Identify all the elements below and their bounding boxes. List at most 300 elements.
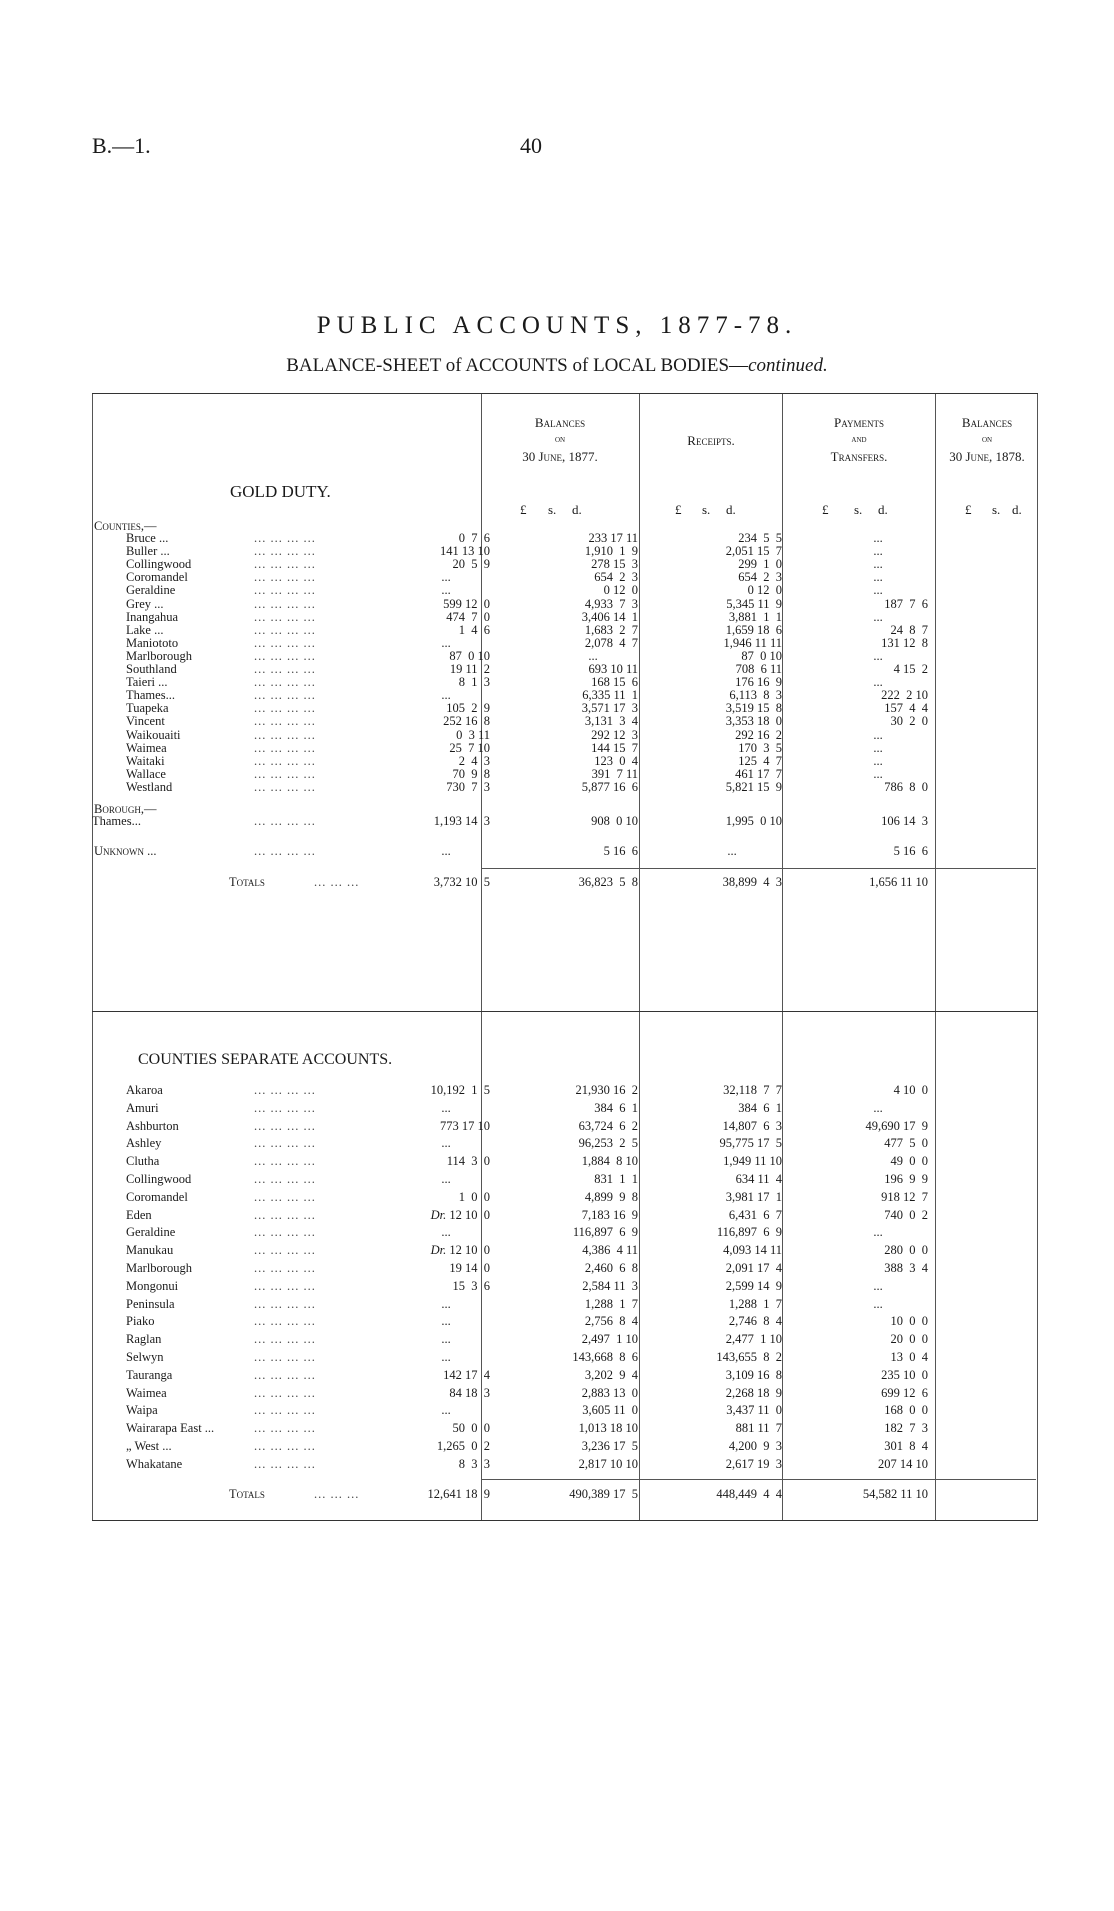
cell-c3: 2,477 1 10 — [725, 1332, 782, 1347]
cell-c1: ... — [441, 688, 451, 703]
cell-c3: 5,821 15 9 — [725, 779, 782, 794]
cell-c1: 2 4 3 — [458, 753, 490, 768]
cell-c2: 4,933 7 3 — [584, 596, 638, 611]
cell-c1: Dr. 12 10 0 — [430, 1207, 490, 1222]
cell-c4: 740 0 2 — [884, 1207, 928, 1222]
gold-duty-row — [92, 545, 1038, 558]
row-label: Southland — [126, 662, 177, 676]
row-label: Geraldine — [126, 583, 176, 598]
gold-duty-row — [92, 715, 1038, 728]
cell-c3: 461 17 7 — [735, 766, 782, 781]
cell-c3: 2,746 8 4 — [728, 1314, 782, 1329]
cell-c3: 2,091 17 4 — [725, 1261, 782, 1275]
leader-dots: ... ... ... ... — [254, 1189, 316, 1204]
gold-duty-row — [92, 584, 1038, 597]
cell-c3: 87 0 10 — [741, 648, 782, 663]
cell-c1: ... — [441, 1225, 451, 1240]
cell-c1: 25 7 10 — [449, 740, 490, 755]
cell-c2: 5,877 16 6 — [581, 779, 638, 794]
row-label: Coromandel — [126, 1189, 188, 1204]
page-number: 40 — [520, 133, 542, 158]
document-code: B.—1. — [92, 133, 151, 158]
cell-c3: 881 11 7 — [735, 1421, 782, 1436]
cell-c4: 222 2 10 — [881, 688, 928, 703]
cell-c3: 3,109 16 8 — [725, 1367, 782, 1382]
row-label: Vincent — [126, 714, 165, 729]
cell-c2: 3,406 14 1 — [581, 609, 638, 624]
separate-accounts-row — [92, 1280, 1038, 1293]
leader-dots: ... ... ... ... — [254, 1439, 316, 1453]
cell-c4: ... — [873, 727, 883, 742]
separate-accounts-row — [92, 1244, 1038, 1257]
row-label: Ashburton — [126, 1118, 179, 1133]
cell-c3: 3,353 18 0 — [725, 714, 782, 729]
leader-dots: ... ... ... ... — [254, 714, 316, 729]
separate-accounts-row — [92, 1333, 1038, 1346]
page-subtitle: BALANCE-SHEET of ACCOUNTS of LOCAL BODIES—continued. — [286, 355, 828, 376]
separate-accounts-row — [92, 1422, 1038, 1435]
cell-c4: 13 0 4 — [890, 1350, 928, 1364]
leader-dots: ... ... ... ... — [254, 753, 316, 768]
gold-duty-row — [92, 571, 1038, 584]
leader-dots: ... ... ... ... — [254, 740, 316, 755]
separate-accounts-row — [92, 1084, 1038, 1097]
cell-c3: 634 11 4 — [735, 1172, 782, 1186]
cell-c1: 19 11 2 — [449, 662, 490, 676]
cell-c2: 21,930 16 2 — [575, 1083, 638, 1097]
cell-c3: 116,897 6 9 — [716, 1225, 782, 1240]
cell-c1: 730 7 3 — [446, 779, 490, 794]
cell-c1: Dr. 12 10 0 — [430, 1243, 490, 1258]
cell-c4: 918 12 7 — [881, 1189, 928, 1204]
cell-c2: 3,605 11 0 — [582, 1403, 638, 1418]
cell-c2: 168 15 6 — [591, 675, 638, 690]
row-label: Wairarapa East ... — [126, 1421, 215, 1436]
row-label: Inangahua — [126, 609, 179, 624]
leader-dots: ... ... ... ... — [254, 1243, 316, 1258]
gold-duty-heading: GOLD DUTY. — [230, 482, 331, 501]
cell-c1: 1 0 0 — [458, 1189, 490, 1204]
borough-label: Borough,— — [94, 802, 157, 816]
row-label: Eden — [126, 1207, 152, 1222]
cell-c3: 1,288 1 7 — [728, 1296, 782, 1311]
leader-dots: ... ... ... ... — [254, 1154, 316, 1169]
cell-c1: ... — [441, 1296, 451, 1311]
row-label: Whakatane — [126, 1456, 183, 1471]
cell-c2: 1,910 1 9 — [584, 544, 638, 559]
cell-c1: 599 12 0 — [443, 596, 490, 611]
leader-dots: ... ... ... ... — [254, 1261, 316, 1275]
cell-c1: ... — [441, 635, 451, 650]
borough-row-thames: Thames... ... ... ... ... 1,193 14 3 908 0 10 1,995 0 10 106 14 3 — [92, 814, 928, 828]
cell-c2: 233 17 11 — [588, 531, 638, 545]
separate-totals-row: Totals ... ... ... 12,641 18 9 490,389 17 5 448,449 4 4 54,582 11 10 — [229, 1487, 928, 1501]
leader-dots: ... ... ... ... — [254, 1421, 316, 1436]
leader-dots: ... ... ... ... — [254, 622, 316, 637]
leader-dots: ... ... ... ... — [254, 1278, 316, 1293]
separate-accounts-row — [92, 1315, 1038, 1328]
cell-c4: 157 4 4 — [884, 701, 928, 716]
cell-c3: 1,949 11 10 — [723, 1154, 782, 1169]
cell-c3: 708 6 11 — [735, 662, 782, 676]
row-label: Collingwood — [126, 1172, 192, 1186]
gold-duty-row — [92, 781, 1038, 794]
leader-dots: ... ... ... ... — [254, 1136, 316, 1151]
row-label: Buller ... — [126, 544, 170, 559]
cell-c4: ... — [873, 766, 883, 781]
cell-c2: 3,236 17 5 — [581, 1439, 638, 1453]
cell-c1: ... — [441, 1314, 451, 1329]
separate-accounts-row — [92, 1369, 1038, 1382]
cell-c2: 143,668 8 6 — [572, 1350, 638, 1364]
cell-c1: 8 1 3 — [458, 675, 490, 690]
cell-c1: ... — [441, 570, 451, 585]
cell-c3: 5,345 11 9 — [726, 596, 782, 611]
cell-c1: ... — [441, 583, 451, 598]
cell-c1: ... — [441, 1136, 451, 1151]
cell-c1: 87 0 10 — [449, 648, 490, 663]
leader-dots: ... ... ... ... — [254, 779, 316, 794]
cell-c1: 1 4 6 — [458, 622, 490, 637]
leader-dots: ... ... ... ... — [254, 675, 316, 690]
cell-c2: 96,253 2 5 — [578, 1136, 638, 1151]
gold-duty-row — [92, 729, 1038, 742]
cell-c4: 196 9 9 — [884, 1172, 928, 1186]
cell-c4: 477 5 0 — [884, 1136, 928, 1151]
separate-accounts-row — [92, 1404, 1038, 1417]
col-header-payments: Payments and Transfers. — [830, 415, 888, 464]
leader-dots: ... ... ... ... — [254, 701, 316, 716]
cell-c2: 831 1 1 — [594, 1172, 638, 1186]
cell-c1: 0 3 11 — [456, 727, 490, 742]
cell-c1: 105 2 9 — [446, 701, 490, 716]
cell-c2: 6,335 11 1 — [582, 688, 638, 703]
cell-c3: 292 16 2 — [735, 727, 782, 742]
row-label: Waitaki — [126, 753, 165, 768]
cell-c1: 19 14 0 — [449, 1261, 490, 1275]
leader-dots: ... ... ... ... — [254, 1296, 316, 1311]
gold-duty-row — [92, 742, 1038, 755]
cell-c4: ... — [873, 544, 883, 559]
separate-accounts-heading: COUNTIES SEPARATE ACCOUNTS. — [138, 1051, 393, 1068]
row-label: Tuapeka — [126, 701, 169, 716]
cell-c1: 15 3 6 — [452, 1278, 490, 1293]
gold-duty-row — [92, 532, 1038, 545]
cell-c3: 3,519 15 8 — [725, 701, 782, 716]
cell-c2: 2,883 13 0 — [581, 1385, 638, 1400]
cell-c2: 4,899 9 8 — [584, 1189, 638, 1204]
separate-accounts-row — [92, 1102, 1038, 1115]
leader-dots: ... ... ... ... — [254, 570, 316, 585]
cell-c2: 1,288 1 7 — [584, 1296, 638, 1311]
row-label: Mongonui — [126, 1278, 179, 1293]
cell-c3: 2,268 18 9 — [725, 1385, 782, 1400]
leader-dots: ... ... ... ... — [254, 531, 316, 545]
cell-c3: 143,655 8 2 — [716, 1350, 782, 1364]
row-label: Wallace — [126, 766, 166, 781]
row-label: Waimea — [126, 740, 167, 755]
row-label: Piako — [126, 1314, 155, 1329]
cell-c4: ... — [873, 675, 883, 690]
gold-totals-row: Totals ... ... ... 3,732 10 5 36,823 5 8 38,899 4 3 1,656 11 10 — [229, 875, 928, 889]
cell-c4: 49 0 0 — [890, 1154, 928, 1169]
cell-c2: 2,584 11 3 — [582, 1278, 638, 1293]
separate-accounts-row — [92, 1137, 1038, 1150]
cell-c3: 125 4 7 — [738, 753, 782, 768]
cell-c2: 3,571 17 3 — [581, 701, 638, 716]
cell-c2: 2,756 8 4 — [584, 1314, 638, 1329]
cell-c3: 6,431 6 7 — [728, 1207, 782, 1222]
cell-c4: ... — [873, 557, 883, 572]
row-label: Waimea — [126, 1385, 167, 1400]
cell-c4: ... — [873, 753, 883, 768]
leader-dots: ... ... ... ... — [254, 662, 316, 676]
separate-accounts-row — [92, 1226, 1038, 1239]
separate-accounts-row — [92, 1387, 1038, 1400]
cell-c3: 299 1 0 — [738, 557, 782, 572]
cell-c2: 654 2 3 — [594, 570, 638, 585]
separate-accounts-row — [92, 1298, 1038, 1311]
separate-accounts-row — [92, 1458, 1038, 1471]
cell-c2: 116,897 6 9 — [572, 1225, 638, 1240]
cell-c3: 2,617 19 3 — [725, 1456, 782, 1471]
leader-dots: ... ... ... ... — [254, 1118, 316, 1133]
cell-c2: 3,131 3 4 — [584, 714, 638, 729]
cell-c4: 280 0 0 — [884, 1243, 928, 1258]
cell-c2: 0 12 0 — [603, 583, 638, 598]
separate-accounts-row — [92, 1440, 1038, 1453]
leader-dots: ... ... ... ... — [254, 1367, 316, 1382]
cell-c4: 786 8 0 — [884, 779, 928, 794]
leader-dots: ... ... ... ... — [254, 648, 316, 663]
row-label: Ashley — [126, 1136, 162, 1151]
row-label: Taieri ... — [126, 675, 168, 690]
col-header-balances-1877: Balances on 30 June, 1877. — [522, 415, 598, 464]
row-label: Marlborough — [126, 1261, 192, 1275]
cell-c2: 278 15 3 — [591, 557, 638, 572]
cell-c3: 1,946 11 11 — [723, 635, 782, 650]
cell-c1: 84 18 3 — [449, 1385, 490, 1400]
separate-accounts-row — [92, 1209, 1038, 1222]
cell-c4: ... — [873, 1296, 883, 1311]
cell-c1: 50 0 0 — [452, 1421, 490, 1436]
cell-c1: 142 17 4 — [443, 1367, 490, 1382]
cell-c4: 20 0 0 — [890, 1332, 928, 1347]
cell-c4: 187 7 6 — [884, 596, 928, 611]
cell-c4: ... — [873, 740, 883, 755]
cell-c2: 2,078 4 7 — [584, 635, 638, 650]
cell-c1: 8 3 3 — [458, 1456, 490, 1471]
cell-c2: 63,724 6 2 — [578, 1118, 638, 1133]
row-label: Bruce ... — [126, 531, 169, 545]
row-label: Raglan — [126, 1332, 162, 1347]
cell-c4: 207 14 10 — [878, 1456, 928, 1471]
leader-dots: ... ... ... ... — [254, 1083, 316, 1097]
cell-c1: ... — [441, 1100, 451, 1115]
cell-c4: 10 0 0 — [890, 1314, 928, 1329]
cell-c3: 2,599 14 9 — [725, 1278, 782, 1293]
separate-accounts-row — [92, 1173, 1038, 1186]
cell-c2: 123 0 4 — [594, 753, 638, 768]
cell-c2: 2,497 1 10 — [581, 1332, 638, 1347]
cell-c4: ... — [873, 1100, 883, 1115]
cell-c2: 1,683 2 7 — [584, 622, 638, 637]
leader-dots: ... ... ... ... — [254, 1207, 316, 1222]
cell-c1: 10,192 1 5 — [430, 1083, 490, 1097]
row-label: Tauranga — [126, 1367, 173, 1382]
cell-c4: ... — [873, 583, 883, 598]
counties-label: Counties,— — [94, 519, 157, 533]
cell-c2: 693 10 11 — [588, 662, 638, 676]
cell-c1: 20 5 9 — [452, 557, 490, 572]
cell-c2: 292 12 3 — [591, 727, 638, 742]
cell-c1: 773 17 10 — [440, 1118, 490, 1133]
leader-dots: ... ... ... ... — [254, 1350, 316, 1364]
cell-c4: 388 3 4 — [884, 1261, 928, 1275]
cell-c2: 1,884 8 10 — [581, 1154, 638, 1169]
col-header-receipts: Receipts. — [687, 433, 735, 448]
cell-c4: 24 8 7 — [890, 622, 928, 637]
row-label: Manukau — [126, 1243, 174, 1258]
cell-c1: ... — [441, 1403, 451, 1418]
cell-c2: 1,013 18 10 — [578, 1421, 638, 1436]
gold-duty-row — [92, 755, 1038, 768]
cell-c1: 114 3 0 — [446, 1154, 490, 1169]
leader-dots: ... ... ... ... — [254, 544, 316, 559]
leader-dots: ... ... ... ... — [254, 727, 316, 742]
row-label: Maniototo — [126, 635, 179, 650]
row-label: Amuri — [126, 1100, 159, 1115]
cell-c4: 49,690 17 9 — [865, 1118, 928, 1133]
leader-dots: ... ... ... ... — [254, 557, 316, 572]
cell-c4: 30 2 0 — [890, 714, 928, 729]
row-label: Lake ... — [126, 622, 164, 637]
cell-c4: ... — [873, 1225, 883, 1240]
cell-c4: ... — [873, 609, 883, 624]
cell-c3: 176 16 9 — [735, 675, 782, 690]
row-label: Clutha — [126, 1154, 160, 1169]
cell-c2: 3,202 9 4 — [584, 1367, 638, 1382]
leader-dots: ... ... ... ... — [254, 1100, 316, 1115]
cell-c3: 95,775 17 5 — [719, 1136, 782, 1151]
cell-c3: 6,113 8 3 — [729, 688, 782, 703]
cell-c3: 32,118 7 7 — [723, 1083, 782, 1097]
cell-c1: 70 9 8 — [452, 766, 490, 781]
cell-c2: 4,386 4 11 — [582, 1243, 638, 1258]
separate-accounts-row — [92, 1262, 1038, 1275]
cell-c1: ... — [441, 1350, 451, 1364]
row-label: Peninsula — [126, 1296, 175, 1311]
page-title: PUBLIC ACCOUNTS, 1877-78. — [316, 312, 798, 339]
gold-duty-row — [92, 768, 1038, 781]
cell-c4: ... — [873, 531, 883, 545]
gold-duty-row — [92, 663, 1038, 676]
cell-c3: 170 3 5 — [738, 740, 782, 755]
cell-c3: 4,093 14 11 — [723, 1243, 782, 1258]
cell-c2: 384 6 1 — [594, 1100, 638, 1115]
cell-c1: ... — [441, 1332, 451, 1347]
cell-c2: ... — [588, 648, 598, 663]
gold-duty-row — [92, 637, 1038, 650]
row-label: Marlborough — [126, 648, 192, 663]
row-label: Waipa — [126, 1403, 158, 1418]
cell-c3: 654 2 3 — [738, 570, 782, 585]
leader-dots: ... ... ... ... — [254, 1172, 316, 1186]
leader-dots: ... ... ... ... — [254, 766, 316, 781]
row-label: Thames... — [126, 688, 175, 703]
separate-accounts-row — [92, 1155, 1038, 1168]
row-label: Grey ... — [126, 596, 164, 611]
cell-c4: 4 10 0 — [893, 1083, 928, 1097]
cell-c3: 0 12 0 — [747, 583, 782, 598]
separate-accounts-row — [92, 1191, 1038, 1204]
cell-c4: ... — [873, 1278, 883, 1293]
row-label: Selwyn — [126, 1350, 164, 1364]
leader-dots: ... ... ... ... — [254, 596, 316, 611]
separate-accounts-row — [92, 1120, 1038, 1133]
cell-c4: 182 7 3 — [884, 1421, 928, 1436]
row-label: Westland — [126, 779, 173, 794]
row-label: Collingwood — [126, 557, 192, 572]
leader-dots: ... ... ... ... — [254, 583, 316, 598]
cell-c1: 1,265 0 2 — [436, 1439, 490, 1453]
cell-c2: 2,817 10 10 — [578, 1456, 638, 1471]
cell-c3: 4,200 9 3 — [728, 1439, 782, 1453]
cell-c1: 252 16 8 — [443, 714, 490, 729]
row-label: „ West ... — [126, 1439, 172, 1453]
separate-accounts-row — [92, 1351, 1038, 1364]
leader-dots: ... ... ... ... — [254, 1225, 316, 1240]
leader-dots: ... ... ... ... — [254, 1332, 316, 1347]
cell-c3: 1,659 18 6 — [725, 622, 782, 637]
cell-c2: 2,460 6 8 — [584, 1261, 638, 1275]
unknown-row: Unknown ... ... ... ... ... ... 5 16 6 ... 5 16 6 — [94, 844, 928, 858]
leader-dots: ... ... ... ... — [254, 1385, 316, 1400]
leader-dots: ... ... ... ... — [254, 609, 316, 624]
gold-duty-row — [92, 558, 1038, 571]
leader-dots: ... ... ... ... — [254, 635, 316, 650]
cell-c3: 3,981 17 1 — [725, 1189, 782, 1204]
row-label: Akaroa — [126, 1083, 163, 1097]
leader-dots: ... ... ... ... — [254, 688, 316, 703]
cell-c3: 384 6 1 — [738, 1100, 782, 1115]
cell-c1: 141 13 10 — [440, 544, 490, 559]
leader-dots: ... ... ... ... — [254, 1314, 316, 1329]
gold-duty-row — [92, 624, 1038, 637]
cell-c4: 301 8 4 — [884, 1439, 928, 1453]
row-label: Waikouaiti — [126, 727, 181, 742]
cell-c3: 3,437 11 0 — [726, 1403, 782, 1418]
cell-c2: 144 15 7 — [591, 740, 638, 755]
cell-c3: 234 5 5 — [738, 531, 782, 545]
cell-c4: 4 15 2 — [893, 662, 928, 676]
cell-c3: 3,881 1 1 — [728, 609, 782, 624]
cell-c4: 168 0 0 — [884, 1403, 928, 1418]
gold-duty-row — [92, 611, 1038, 624]
cell-c3: 14,807 6 3 — [722, 1118, 782, 1133]
cell-c2: 391 7 11 — [591, 766, 638, 781]
cell-c1: ... — [441, 1172, 451, 1186]
cell-c2: 7,183 16 9 — [581, 1207, 638, 1222]
leader-dots: ... ... ... ... — [254, 1403, 316, 1418]
cell-c1: 474 7 0 — [446, 609, 490, 624]
cell-c1: 0 7 6 — [458, 531, 490, 545]
cell-c3: 2,051 15 7 — [725, 544, 782, 559]
row-label: Coromandel — [126, 570, 188, 585]
col-header-balances-1878: Balances on 30 June, 1878. — [949, 415, 1025, 464]
leader-dots: ... ... ... ... — [254, 1456, 316, 1471]
cell-c4: 699 12 6 — [881, 1385, 928, 1400]
